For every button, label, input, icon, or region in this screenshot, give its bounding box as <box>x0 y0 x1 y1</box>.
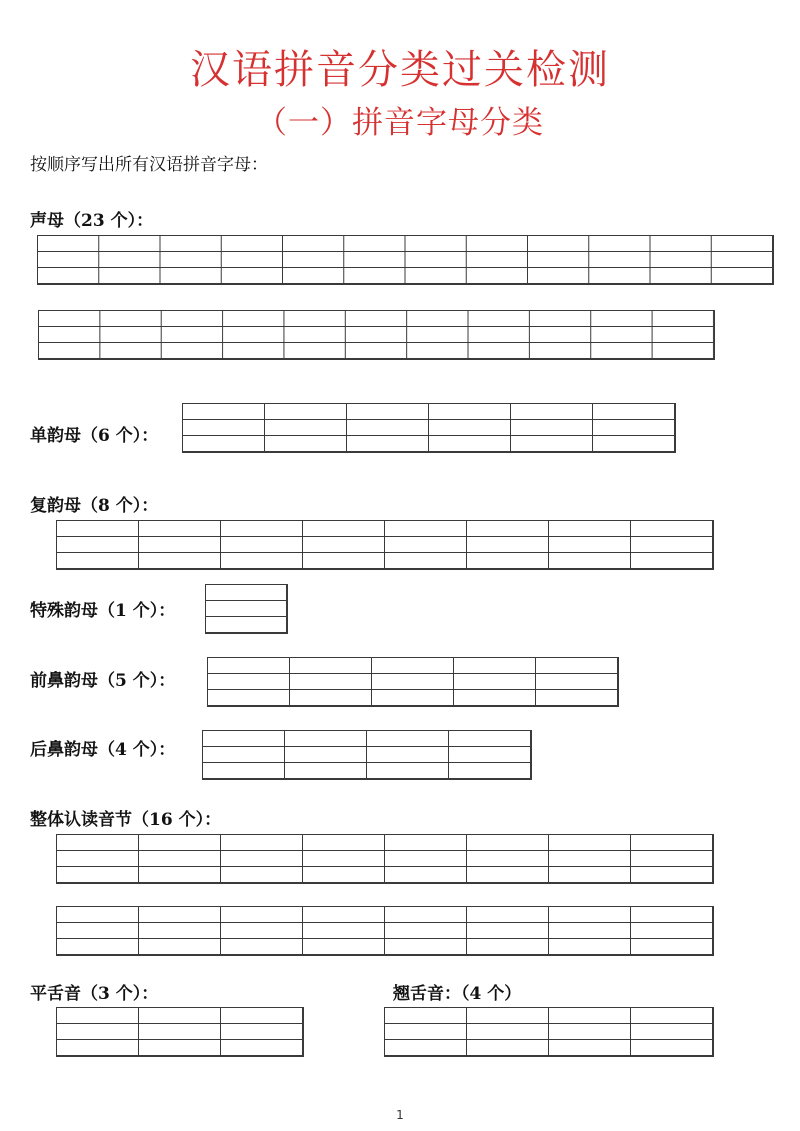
qianbi-yunmu-label: 前鼻韵母（5 个）： <box>30 671 176 691</box>
zhengti-rendu-writing-grid-row1[interactable] <box>56 834 714 884</box>
dan-yunmu-writing-grid[interactable] <box>182 403 676 453</box>
fu-yunmu-label: 复韵母（8 个）： <box>30 496 159 516</box>
pingshe-writing-grid[interactable] <box>56 1007 304 1057</box>
page-number: 1 <box>396 1108 404 1122</box>
houbi-yunmu-label: 后鼻韵母（4 个）： <box>30 740 176 760</box>
dan-yunmu-label: 单韵母（6 个）： <box>30 426 159 446</box>
shengmu-writing-grid-row1[interactable] <box>37 235 774 285</box>
teshu-yunmu-writing-grid[interactable] <box>205 584 288 634</box>
fu-yunmu-writing-grid[interactable] <box>56 520 714 570</box>
pingshe-label: 平舌音（3 个）： <box>30 984 159 1004</box>
qiaoshe-writing-grid[interactable] <box>384 1007 714 1057</box>
page-title: 汉语拼音分类过关检测 <box>190 47 610 93</box>
page-subtitle: （一）拼音字母分类 <box>256 105 544 141</box>
shengmu-writing-grid-row2[interactable] <box>38 310 715 360</box>
qiaoshe-label: 翘舌音：（4 个） <box>393 984 522 1004</box>
zhengti-rendu-writing-grid-row2[interactable] <box>56 906 714 956</box>
houbi-yunmu-writing-grid[interactable] <box>202 730 532 780</box>
shengmu-label: 声母（23 个）： <box>30 211 154 231</box>
instruction-text: 按顺序写出所有汉语拼音字母： <box>30 155 268 175</box>
teshu-yunmu-label: 特殊韵母（1 个）： <box>30 601 176 621</box>
zhengti-rendu-label: 整体认读音节（16 个）： <box>30 810 222 830</box>
qianbi-yunmu-writing-grid[interactable] <box>207 657 619 707</box>
